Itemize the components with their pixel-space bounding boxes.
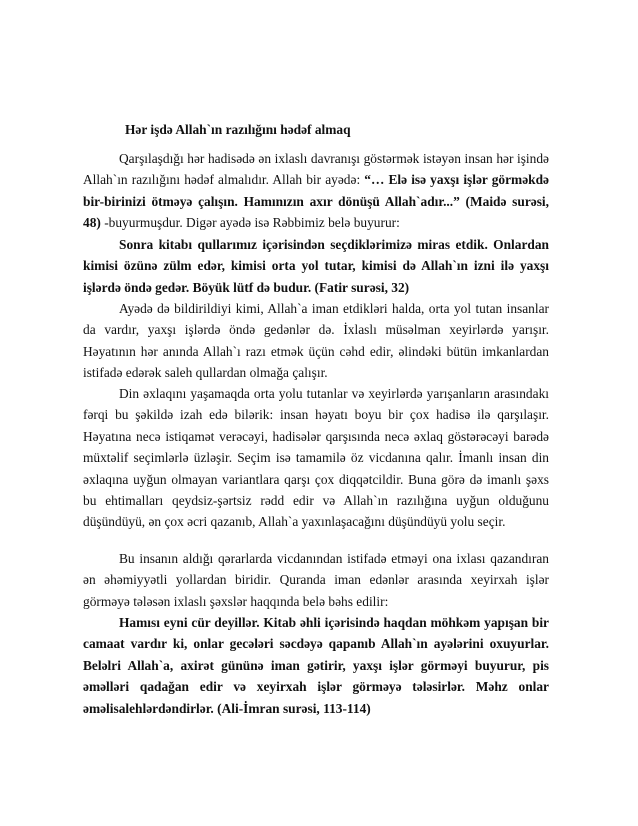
paragraph-6-quote: Hamısı eyni cür deyillər. Kitab əhli içərisində haqdan möhkəm yapışan bir camaat vardır ki, onlar gecələri səcdəyə qapanıb Allah`ın ayələrini oxuyurlar. Beləlri Allah`a, axirət gününə iman gətirir, yaxşı işlər görməyi buyurur, pis əməlləri qadağan edir və xeyirxah işlər görməyə tələsirlər. Məhz onlar əməlisalehlərdəndirlər. (Ali-İmran surəsi, 113-114) <box>83 615 549 716</box>
paragraph-5: Bu insanın aldığı qərarlarda vicdanından istifadə etməyi ona ixlası qazandıran ən əhəmiyyətli yollardan biridir. Quranda iman edənlər arasında xeyirxah işlər görməyə tələsən ixlaslı şəxslər haqqında belə bəhs edilir: <box>83 551 549 609</box>
paragraph-1-quote: “… Elə isə yaxşı işlər görməkdə bir-birinizi ötməyə çalışın. Hamınızın axır dönüşü Allah`adır...” (Maidə surəsi, 48) <box>83 172 549 231</box>
paragraph-2-quote: Sonra kitabı qullarımız içərisindən seçdiklərimizə miras etdik. Onlardan kimisi özünə zülm edər, kimisi orta yol tutar, kimisi də Allah`ın izni ilə yaxşı işlərdə öndə gedər. Böyük lütf də budur. (Fatir surəsi, 32) <box>83 237 549 295</box>
section-heading: Hər işdə Allah`ın razılığını hədəf almaq <box>125 122 351 137</box>
paragraph-1 <box>83 148 549 234</box>
paragraph-1-text: Qarşılaşdığı hər hadisədə ən ixlaslı davranışı göstərmək istəyən insan hər işində Allah`ın razılığını hədəf almalıdır. Allah bir ayədə: <box>83 151 549 188</box>
paragraph-1-tail: -buyurmuşdur. Digər ayədə isə Rəbbimiz belə buyurur: <box>100 215 400 231</box>
paragraph-3: Ayədə də bildirildiyi kimi, Allah`a iman etdikləri halda, orta yol tutan insanlar da vardır, yaxşı işlərdə öndə gedənlər də. İxlaslı müsəlman xeyirlərdə yarışır. Həyatının hər anında Allah`ı razı etmək üçün cəhd edir, əlindəki bütün imkanlardan istifadə edərək saleh qullardan olmağa çalışır. <box>83 301 549 381</box>
paragraph-4: Din əxlaqını yaşamaqda orta yolu tutanlar və xeyirlərdə yarışanların arasındakı fərqi bu şəkildə izah edə bilərik: insan həyatı boyu bir çox hadisə ilə qarşılaşır. Həyatına necə istiqamət verəcəyi, hadisələr qarşısında necə əxlaq göstərəcəyi barədə müxtəlif seçimlərlə üzləşir. Seçim isə tamamilə öz vicdanına qalır. İmanlı insan din əxlaqına uyğun olmayan variantlara qarşı çox diqqətcildir. Buna görə də imanlı şəxs bu ehtimalları qeydsiz-şərtsiz rədd edir və Allah`ın razılığına uyğun olduğunu düşündüyü, ən çox əcri qazanıb, Allah`a yaxınlaşacağını düşündüyü yolu seçir. <box>83 386 549 530</box>
